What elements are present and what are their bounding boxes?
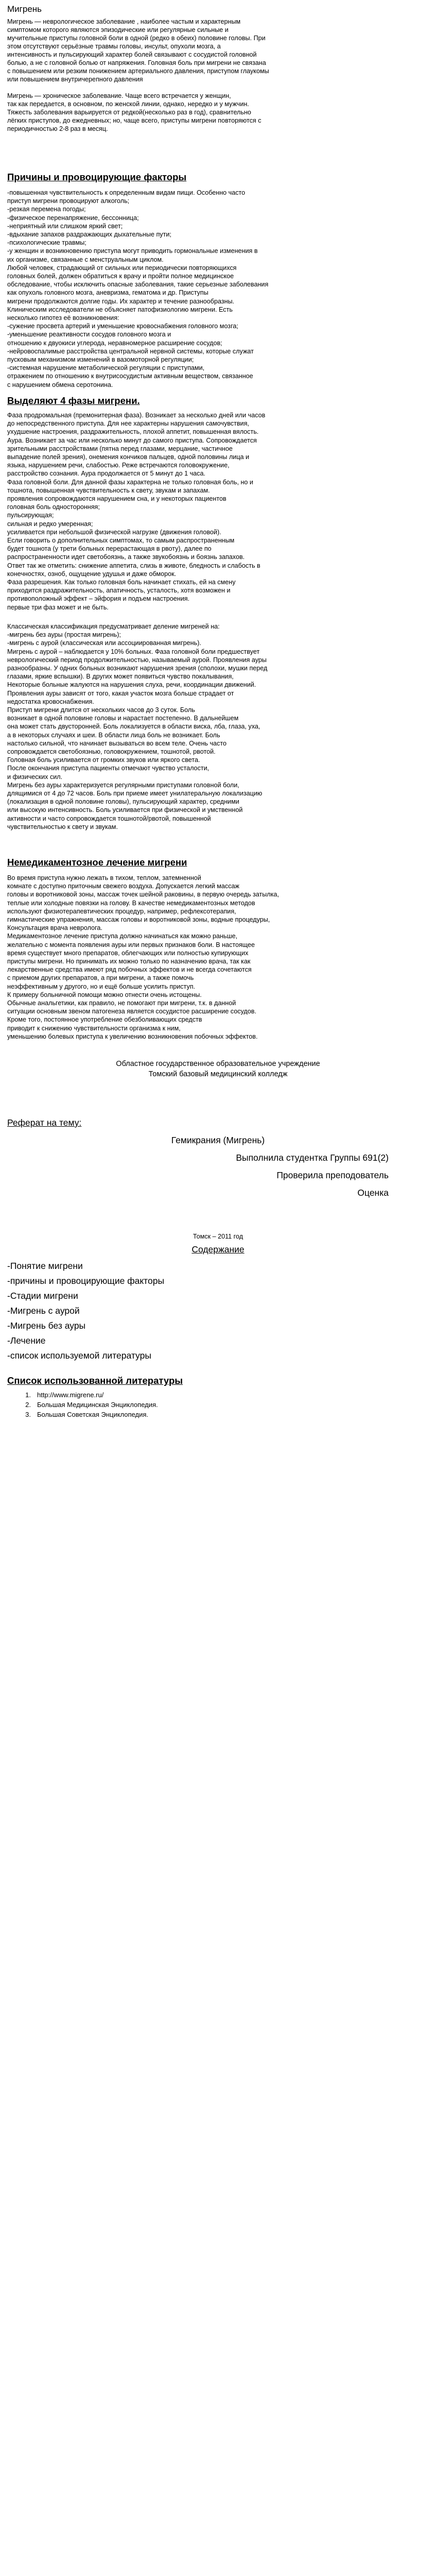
paragraph-line: длящимися от 4 до 72 часов. Боль при приеме имеет унилатеральную локализацию bbox=[7, 790, 263, 797]
paragraph-line: мучительные приступы головной боли в одной (редко в обеих) половине головы. При bbox=[7, 35, 266, 42]
paragraph-line: Фаза головной боли. Для данной фазы характерна не только головная боль, но и bbox=[7, 478, 253, 486]
paragraph-line: и физических сил. bbox=[7, 773, 63, 781]
paragraph-line: приступы мигрени. Но принимать их можно только по назначению врача, так как bbox=[7, 958, 251, 965]
paragraph-line: противоположный эффект – эйфория и подъем настроения. bbox=[7, 595, 190, 603]
paragraph-line: выпадение полей зрения), онемения кончиков пальцев, одной половины лица и bbox=[7, 453, 250, 461]
paragraph-line: настолько сильной, что начинает вызываться во всем теле. Очень часто bbox=[7, 739, 226, 747]
paragraph-line: -физическое перенапряжение, бессонница; bbox=[7, 214, 139, 222]
paragraph-line: интенсивность и пульсирующий характер болей связывают с сосудистой головной bbox=[7, 51, 257, 58]
paragraph-line: или повышением внутричерепного давления bbox=[7, 76, 143, 83]
paragraph-line: зрительными расстройствами (пятна перед глазами, мерцание, частичное bbox=[7, 445, 233, 452]
paragraph-line: Мигрень — неврологическое заболевание , наиболее частым и характерным bbox=[7, 18, 241, 25]
paragraph-line: время существует много препаратов, облегчающих или полностью купирующих bbox=[7, 949, 249, 957]
paragraph-line: сопровождается светобоязнью, головокружением, тошнотой, рвотой. bbox=[7, 748, 216, 755]
paragraph-line: распространенности идет светобоязнь, а также звукобоязнь и боязнь запахов. bbox=[7, 553, 245, 561]
paragraph-line: болью, а не с головной болью от напряжения. Головная боль при мигрени не связана bbox=[7, 59, 266, 66]
paragraph-line: Классическая классификация предусматривает деление мигреней на: bbox=[7, 623, 220, 630]
paragraph-line: Обычные анальгетики, как правило, не помогают при мигрени, т.к. в данной bbox=[7, 999, 236, 1007]
paragraph-line: так как передается, в основном, по женской линии, однако, нередко и у мужчин. bbox=[7, 100, 249, 108]
paragraph-line: или высокую интенсивность. Боль усиливается при физической и умственной bbox=[7, 806, 243, 814]
references-heading: Список использованной литературы bbox=[7, 1375, 183, 1386]
paragraph-line: лёгких приступов, до ежедневных; но, чаще всего, приступы мигрени повторяются с bbox=[7, 117, 261, 124]
reference-text: Большая Советская Энциклопедия. bbox=[37, 1411, 148, 1418]
author-line: Выполнила студентка Группы 691(2) bbox=[236, 1153, 389, 1163]
reference-link[interactable]: http://www.migrene.ru/ bbox=[37, 1391, 104, 1399]
referat-topic: Гемикрания (Мигрень) bbox=[171, 1135, 265, 1145]
paragraph-line: глазами, яркие вспышки). В других может появиться чувство покалывания, bbox=[7, 673, 234, 681]
section-heading-treatment: Немедикаментозное лечение мигрени bbox=[7, 857, 187, 868]
paragraph-line: Мигрень с аурой – наблюдается у 10% больных. Фаза головной боли предшествует bbox=[7, 648, 260, 655]
paragraph-line: несколько гипотез её возникновения: bbox=[7, 314, 119, 321]
paragraph-line: -уменьшение реактивности сосудов головного мозга и bbox=[7, 331, 171, 338]
paragraph-line: языка, нарушением речи, слабостью. Реже встречаются головокружение, bbox=[7, 462, 230, 469]
paragraph-line: сильная и редко умеренная; bbox=[7, 520, 93, 528]
city-year: Томск – 2011 год bbox=[193, 1233, 243, 1240]
paragraph-line: головных болей, должен обратиться к врачу и пройти полное медицинское bbox=[7, 273, 234, 280]
paragraph-line: После окончания приступа пациенты отмечают чувство усталости, bbox=[7, 765, 210, 772]
paragraph-line: отношению к двуокиси углерода, неравномерное расширение сосудов; bbox=[7, 339, 222, 347]
paragraph-line: -резкая перемена погоды; bbox=[7, 206, 86, 213]
paragraph-line: ситуации основным звеном патогенеза является сосудистое расширение сосудов. bbox=[7, 1008, 256, 1015]
paragraph-line: первые три фаз может и не быть. bbox=[7, 603, 109, 611]
paragraph-line: (локализация в одной половине головы), пульсирующий характер, средними bbox=[7, 798, 239, 806]
paragraph-line: Мигрень — хроническое заболевание. Чаще всего встречается у женщин, bbox=[7, 92, 231, 99]
paragraph-line: -повышенная чувствительность к определенным видам пищи. Особенно часто bbox=[7, 189, 246, 196]
paragraph-line: теплые или холодные повязки на голову. В качестве немедикаментозных методов bbox=[7, 899, 255, 907]
teacher-line: Проверила преподователь bbox=[276, 1170, 389, 1180]
paragraph-line: Ответ так же отметить: снижение аппетита, слизь в животе, бледность и слабость в bbox=[7, 562, 260, 569]
paragraph-line: пульсирующая; bbox=[7, 512, 54, 519]
paragraph-line: используют физиотерапевтических процедур, например, рефлексотерапия, bbox=[7, 907, 236, 915]
contents-heading: Содержание bbox=[191, 1244, 245, 1255]
contents-item: -причины и провоцирующие факторы bbox=[7, 1276, 165, 1286]
paragraph-line: желательно с момента появления ауры или первых признаков боли. В настоящее bbox=[7, 941, 255, 948]
paragraph-line: чувствительностью к свету и звукам. bbox=[7, 823, 118, 831]
paragraph-line: пусковым механизмом изменений в вазомоторной регуляции; bbox=[7, 356, 194, 363]
paragraph-line: разнообразны. У одних больных возникают нарушения зрения (сполохи, мушки перед bbox=[7, 665, 268, 672]
institution-name: Областное государственное образовательное учреждение bbox=[116, 1060, 320, 1068]
paragraph-line: приступ мигрени провоцируют алкоголь; bbox=[7, 197, 130, 205]
reference-number: 2. bbox=[25, 1401, 31, 1409]
paragraph-line: головная боль односторонняя; bbox=[7, 503, 100, 511]
paragraph-line: отражением по отношению к внутрисосудистым активным веществом, связанное bbox=[7, 372, 253, 380]
paragraph-line: расстройство сознания. Аура продолжается от 5 минут до 1 часа. bbox=[7, 470, 205, 478]
contents-item: -Мигрень без ауры bbox=[7, 1320, 86, 1331]
paragraph-line: Головная боль усиливается от громких звуков или яркого света. bbox=[7, 756, 200, 764]
paragraph-line: лекарственные средства имеют ряд побочных эффектов и не всегда сочетаются bbox=[7, 966, 252, 974]
paragraph-line: неврологический период продолжительностью, называемый аурой. Проявления ауры bbox=[7, 656, 267, 664]
paragraph-line: а в некоторых случаях и шеи. В области лица боль не возникает. Боль bbox=[7, 731, 220, 739]
contents-item: -Лечение bbox=[7, 1335, 46, 1346]
paragraph-line: неэффективным у другого, но и ещё больше усилить приступ. bbox=[7, 982, 196, 990]
paragraph-line: комнате с доступно приточным свежего воздуха. Допускается легкий массаж bbox=[7, 883, 239, 890]
paragraph-line: -мигрень без ауры (простая мигрень); bbox=[7, 631, 121, 639]
paragraph-line: -у женщин и возникновению приступа могут приводить гормональные изменения в bbox=[7, 247, 258, 255]
paragraph-line: Во время приступа нужно лежать в тихом, теплом, затемненной bbox=[7, 874, 201, 882]
paragraph-line: головы и воротниковой зоны, массаж точек шейной раковины, в первую очередь затылка, bbox=[7, 891, 279, 899]
paragraph-line: с приемом других препаратов, а при мигрени, а также помочь bbox=[7, 974, 194, 982]
paragraph-line: Фаза разрешения. Как только головная боль начинает стихать, ей на смену bbox=[7, 579, 236, 586]
reference-item[interactable] bbox=[7, 1391, 429, 1399]
paragraph-line: -системная нарушение метаболической регуляции с приступами, bbox=[7, 364, 205, 372]
paragraph-line: К примеру больничной помощи можно отнести очень истощены. bbox=[7, 991, 202, 998]
paragraph-line: Клиническим исследователи не объясняет патофизиологию мигрени. Есть bbox=[7, 306, 233, 313]
paragraph-line: Если говорить о дополнительных симптомах, то самым распространенным bbox=[7, 537, 235, 544]
college-name: Томский базовый медицинский колледж bbox=[148, 1070, 288, 1078]
paragraph-line: возникает в одной половине головы и нарастает постепенно. В дальнейшем bbox=[7, 715, 239, 722]
reference-text: Большая Медицинская Энциклопедия. bbox=[37, 1401, 158, 1409]
paragraph-line: приводит к снижению чувствительности организма к ним, bbox=[7, 1024, 181, 1032]
page-title: Мигрень bbox=[7, 4, 42, 14]
paragraph-line: -психологические травмы; bbox=[7, 239, 86, 247]
paragraph-line: их организме, связанные с менструальным циклом. bbox=[7, 256, 164, 263]
paragraph-line: Некоторые больные жалуются на нарушения слуха, речи, координации движений. bbox=[7, 681, 256, 689]
referat-label: Реферат на тему: bbox=[7, 1117, 82, 1128]
reference-number: 3. bbox=[25, 1411, 31, 1418]
paragraph-line: -сужение просвета артерий и уменьшение кровоснабжения головного мозга; bbox=[7, 323, 238, 330]
paragraph-line: она может стать двусторонней. Боль локализуется в области виска, лба, глаза, уха, bbox=[7, 723, 260, 731]
paragraph-line: уменьшению болевых приступа к увеличению возникновения побочных эффектов. bbox=[7, 1032, 258, 1040]
reference-item bbox=[7, 1411, 429, 1419]
paragraph-line: -вдыхание запахов раздражающих дыхательные пути; bbox=[7, 231, 171, 238]
paragraph-line: этом отсутствуют серьёзные травмы головы, инсульт, опухоли мозга, а bbox=[7, 43, 221, 50]
paragraph-line: будет тошнота (у трети больных перерастающая в рвоту), далее по bbox=[7, 545, 212, 553]
paragraph-line: конечностях, озноб, ощущение удушья и даже обморок. bbox=[7, 570, 177, 578]
paragraph-line: -мигрень с аурой (классическая или ассоциированная мигрень). bbox=[7, 639, 201, 647]
section-heading-phases: Выделяют 4 фазы мигрени. bbox=[7, 395, 140, 406]
grade-line: Оценка bbox=[357, 1188, 389, 1198]
paragraph-line: -неприятный или слишком яркий свет; bbox=[7, 222, 123, 230]
paragraph-line: Проявления ауры зависят от того, какая участок мозга больше страдает от bbox=[7, 689, 234, 697]
contents-item: -список используемой литературы bbox=[7, 1350, 151, 1361]
paragraph-line: Любой человек, страдающий от сильных или периодически повторяющихся bbox=[7, 264, 237, 272]
paragraph-line: до непосредственного приступа. Для нее характерны нарушения самочувствия, bbox=[7, 420, 249, 428]
paragraph-line: мигрени продолжаются долгие годы. Их характер и течение разнообразны. bbox=[7, 297, 235, 305]
paragraph-line: приходится раздражительность, апатичность, усталость, хотя возможен и bbox=[7, 587, 231, 595]
paragraph-line: ухудшение настроения, раздражительность, плохой аппетит, повышенная вялость. bbox=[7, 428, 259, 436]
paragraph-line: недостатка кровоснабжения. bbox=[7, 698, 94, 705]
paragraph-line: Аура. Возникает за час или несколько минут до самого приступа. Сопровождается bbox=[7, 436, 257, 444]
paragraph-line: с повышением или резким понижением артериального давления, приступом глаукомы bbox=[7, 67, 269, 75]
paragraph-line: тошнота, повышенная чувствительность к свету, звукам и запахам. bbox=[7, 486, 210, 494]
contents-item: -Стадии мигрени bbox=[7, 1291, 78, 1301]
paragraph-line: с нарушением обмена серотонина. bbox=[7, 381, 113, 388]
paragraph-line: симптомом которого являются эпизодические или регулярные сильные и bbox=[7, 26, 229, 33]
paragraph-line: -нейровоспалимые расстройства центральной нервной системы, которые служат bbox=[7, 347, 254, 355]
reference-number: 1. bbox=[25, 1391, 31, 1399]
section-heading-causes: Причины и провоцирующие факторы bbox=[7, 172, 187, 182]
contents-item: -Понятие мигрени bbox=[7, 1261, 83, 1271]
reference-item bbox=[7, 1401, 429, 1409]
paragraph-line: Приступ мигрени длится от нескольких часов до 3 суток. Боль bbox=[7, 706, 195, 714]
paragraph-line: Медикаментозное лечение приступа должно начинаться как можно раньше, bbox=[7, 933, 238, 940]
contents-item: -Мигрень с аурой bbox=[7, 1306, 80, 1316]
paragraph-line: Тяжесть заболевания варьируется от редкой(несколько раз в год), сравнительно bbox=[7, 109, 251, 116]
paragraph-line: проявления сопровождаются нарушением сна, и у некоторых пациентов bbox=[7, 495, 226, 502]
paragraph-line: Мигрень без ауры характеризуется регулярными приступами головной боли, bbox=[7, 781, 239, 789]
paragraph-line: периодичностью 2-8 раз в месяц. bbox=[7, 125, 108, 132]
paragraph-line: усиливается при небольшой физической нагрузке (движения головой). bbox=[7, 528, 221, 536]
paragraph-line: как опухоль головного мозга, аневризма, гематома и др. Приступы bbox=[7, 289, 208, 297]
paragraph-line: гимнастические упражнения, массаж головы и воротниковой зоны, водные процедуры, bbox=[7, 916, 270, 923]
paragraph-line: Консультация врача невролога. bbox=[7, 924, 102, 932]
paragraph-line: Фаза продромальная (премонитерная фаза). Возникает за несколько дней или часов bbox=[7, 412, 266, 419]
paragraph-line: Кроме того, постоянное употребление обезболивающих средств bbox=[7, 1016, 202, 1024]
paragraph-line: обследование, чтобы исключить опасные заболевания, такие серьезные заболевания bbox=[7, 281, 269, 289]
paragraph-line: активности и часто сопровождается тошнотой/рвотой, повышенной bbox=[7, 815, 211, 822]
